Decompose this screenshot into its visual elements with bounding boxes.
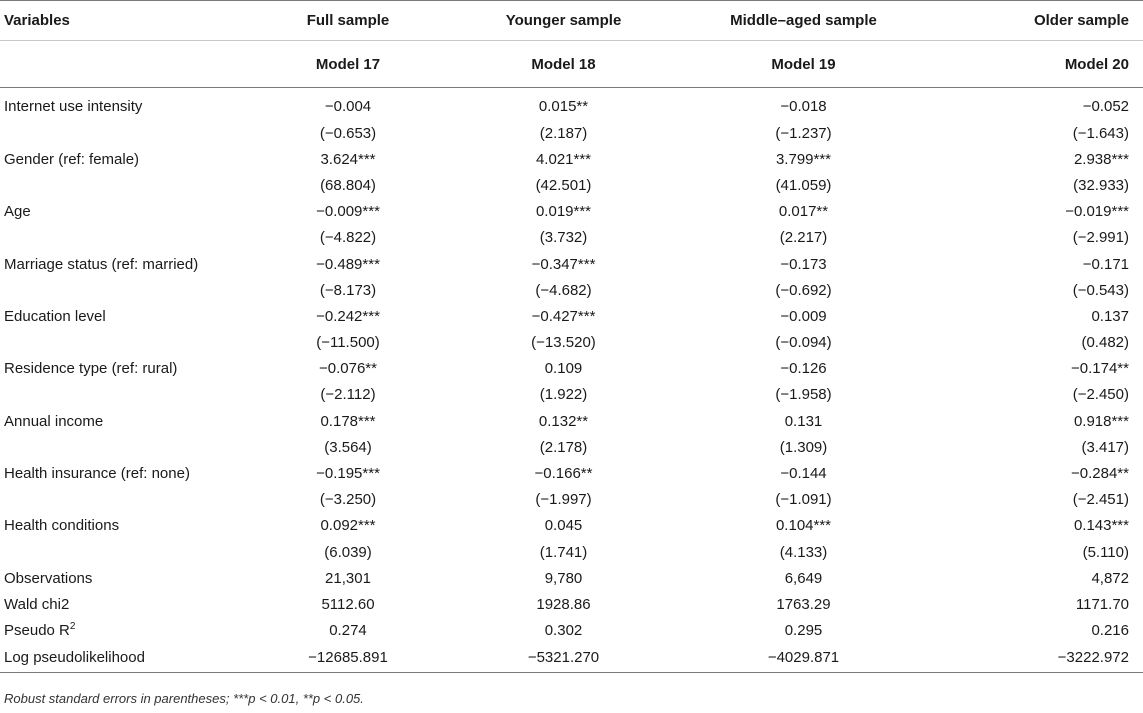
row-label xyxy=(0,172,250,198)
table-footnote: Robust standard errors in parentheses; ***p < 0.01, **p < 0.05. xyxy=(4,691,364,706)
table-cell-model-20: (5.110) xyxy=(1082,543,1129,561)
table-cell-model-17: −0.489*** xyxy=(316,255,380,273)
table-cell-model-19: 0.104*** xyxy=(775,517,832,535)
table-cell-model-20: (0.482) xyxy=(1081,334,1129,352)
table-cell-model-18: (42.501) xyxy=(535,176,592,194)
table-cell-model-18: 0.019*** xyxy=(535,203,592,221)
row-label-text: Gender (ref: female) xyxy=(4,150,140,168)
row-label xyxy=(0,356,250,382)
table-cell-model-20: 0.137 xyxy=(1091,307,1129,325)
table-cell-model-18: (2.187) xyxy=(539,124,588,142)
table-cell-model-20: 4,872 xyxy=(1091,569,1129,587)
row-label xyxy=(0,146,250,172)
table-cell-model-19: (4.133) xyxy=(779,543,828,561)
row-label xyxy=(0,199,250,225)
table-cell-model-17: −0.195*** xyxy=(316,465,380,483)
table-cell-model-18: 1928.86 xyxy=(536,595,591,613)
table-cell-model-17: (−3.250) xyxy=(319,491,377,509)
table-row xyxy=(0,225,1143,251)
table-cell-model-18: (−13.520) xyxy=(531,334,596,352)
table-cell-model-19: −0.173 xyxy=(780,255,827,273)
table-cell-model-18: 0.132** xyxy=(538,412,589,430)
table-cell-model-19: 0.017** xyxy=(778,203,829,221)
table-row xyxy=(0,382,1143,408)
table-body xyxy=(0,88,1143,673)
table-cell-model-19: (2.217) xyxy=(779,229,828,247)
table-cell-model-17: (3.564) xyxy=(324,438,372,456)
table-row xyxy=(0,460,1143,486)
table-cell-model-17: 0.274 xyxy=(329,622,367,640)
row-label xyxy=(0,618,250,644)
table-cell-model-19: (−1.091) xyxy=(775,491,832,509)
table-cell-model-19: (1.309) xyxy=(779,438,828,456)
model-header-row xyxy=(0,41,1143,88)
table-cell-model-18: 0.045 xyxy=(544,517,583,535)
table-cell-model-20: −0.171 xyxy=(1082,255,1129,273)
row-label xyxy=(0,513,250,539)
row-label xyxy=(0,277,250,303)
row-label-text: Education level xyxy=(4,307,106,325)
row-label xyxy=(0,120,250,146)
table-cell-model-19: (−1.958) xyxy=(775,386,832,404)
model-header-blank xyxy=(0,41,250,88)
table-cell-model-17: (−2.112) xyxy=(320,386,376,404)
table-cell-model-20: (−0.543) xyxy=(1072,281,1129,299)
model-header-18: Model 18 xyxy=(446,41,681,88)
table-cell-model-19: 6,649 xyxy=(784,569,823,587)
row-label xyxy=(0,460,250,486)
table-cell-model-20: 2.938*** xyxy=(1073,150,1129,168)
table-cell-model-18: (3.732) xyxy=(539,229,588,247)
table-cell-model-19: −0.126 xyxy=(780,360,827,378)
row-label-text: Log pseudolikelihood xyxy=(4,649,145,667)
table-cell-model-19: −0.144 xyxy=(780,465,827,483)
table-cell-model-19: −4029.871 xyxy=(681,644,926,673)
row-label xyxy=(0,591,250,617)
table-cell-model-17: 5112.60 xyxy=(321,595,375,613)
row-label xyxy=(0,303,250,329)
model-header-20: Model 20 xyxy=(926,41,1143,88)
table-cell-model-20: (−2.450) xyxy=(1072,386,1129,404)
row-label xyxy=(0,330,250,356)
table-cell-model-18: (2.178) xyxy=(539,438,588,456)
table-row xyxy=(0,565,1143,591)
table-row xyxy=(0,172,1143,198)
table-row xyxy=(0,251,1143,277)
table-row xyxy=(0,303,1143,329)
table-cell-model-17: −0.004 xyxy=(324,97,372,115)
table-cell-model-19: (−0.094) xyxy=(775,334,832,352)
row-label xyxy=(0,565,250,591)
row-label xyxy=(0,225,250,251)
row-label xyxy=(0,644,250,673)
row-label-text: Internet use intensity xyxy=(4,97,143,115)
table-row xyxy=(0,487,1143,513)
table-cell-model-19: (−0.692) xyxy=(775,281,832,299)
row-label-text: Observations xyxy=(4,569,93,587)
row-label xyxy=(0,88,250,121)
table-cell-model-18: −5321.270 xyxy=(446,644,681,673)
table-cell-model-17: 0.178*** xyxy=(320,412,376,430)
row-label-text: Health insurance (ref: none) xyxy=(4,465,190,483)
row-label xyxy=(0,539,250,565)
sample-header-full: Full sample xyxy=(250,1,446,41)
table-row xyxy=(0,591,1143,617)
row-label-text: Marriage status (ref: married) xyxy=(4,255,199,273)
row-label xyxy=(0,434,250,460)
table-cell-model-18: (−4.682) xyxy=(535,281,592,299)
sample-header-middle-aged: Middle–aged sample xyxy=(681,1,926,41)
row-label xyxy=(0,408,250,434)
row-label xyxy=(0,487,250,513)
table-cell-model-19: (−1.237) xyxy=(775,124,832,142)
table-cell-model-18: −0.166** xyxy=(534,465,593,483)
table-row xyxy=(0,644,1143,673)
table-row xyxy=(0,330,1143,356)
table-cell-model-18: (−1.997) xyxy=(535,491,592,509)
table-cell-model-18: −0.427*** xyxy=(531,307,596,325)
row-label-text: Pseudo R xyxy=(4,622,70,640)
table-row xyxy=(0,434,1143,460)
model-header-17: Model 17 xyxy=(250,41,446,88)
table-cell-model-18: (1.922) xyxy=(539,386,588,404)
table-cell-model-20: 0.143*** xyxy=(1073,517,1129,535)
table-row xyxy=(0,88,1143,121)
table-cell-model-17: −0.242*** xyxy=(316,307,380,325)
sample-header-row xyxy=(0,1,1143,41)
table-cell-model-19: −0.018 xyxy=(780,97,827,115)
table-cell-model-19: 3.799*** xyxy=(775,150,832,168)
table-row xyxy=(0,199,1143,225)
row-label-text: Wald chi2 xyxy=(4,595,70,613)
table-cell-model-17: (6.039) xyxy=(324,543,372,561)
table-cell-model-18: 4.021*** xyxy=(535,150,592,168)
table-row xyxy=(0,539,1143,565)
table-cell-model-19: (41.059) xyxy=(775,176,832,194)
table-row xyxy=(0,513,1143,539)
table-cell-model-19: 0.295 xyxy=(784,622,823,640)
table-cell-model-18: 0.109 xyxy=(544,360,583,378)
table-row xyxy=(0,408,1143,434)
table-cell-model-20: −0.174** xyxy=(1071,360,1129,378)
table-row xyxy=(0,277,1143,303)
table-cell-model-20: −0.019*** xyxy=(1065,203,1129,221)
table-cell-model-17: 21,301 xyxy=(325,569,371,587)
row-label xyxy=(0,382,250,408)
table-cell-model-20: −0.052 xyxy=(1082,97,1129,115)
table-cell-model-17: (68.804) xyxy=(320,176,376,194)
table-cell-model-18: 9,780 xyxy=(544,569,583,587)
row-label xyxy=(0,251,250,277)
sample-header-older: Older sample xyxy=(926,1,1143,41)
table-cell-model-20: (−1.643) xyxy=(1072,124,1129,142)
table-cell-model-17: (−8.173) xyxy=(319,281,377,299)
table-cell-model-17: 3.624*** xyxy=(320,150,376,168)
table-row xyxy=(0,356,1143,382)
table-cell-model-18: −0.347*** xyxy=(531,255,596,273)
table-cell-model-20: −3222.972 xyxy=(926,644,1143,673)
table-cell-model-20: −0.284** xyxy=(1071,465,1129,483)
model-header-19: Model 19 xyxy=(681,41,926,88)
table-cell-model-20: 1171.70 xyxy=(1075,595,1129,613)
variables-header: Variables xyxy=(0,1,250,41)
row-label-text: Health conditions xyxy=(4,517,120,535)
sample-header-younger: Younger sample xyxy=(446,1,681,41)
table-cell-model-18: 0.015** xyxy=(538,97,589,115)
row-label-text: Age xyxy=(4,203,31,221)
table-cell-model-20: (3.417) xyxy=(1081,438,1129,456)
table-cell-model-19: 1763.29 xyxy=(776,595,831,613)
row-label-text: Residence type (ref: rural) xyxy=(4,360,178,378)
table-cell-model-20: 0.216 xyxy=(1091,622,1129,640)
table-cell-model-17: (−0.653) xyxy=(319,124,377,142)
table-row xyxy=(0,618,1143,644)
row-label-text: Annual income xyxy=(4,412,104,430)
table-cell-model-17: (−4.822) xyxy=(319,229,377,247)
table-cell-model-17: (−11.500) xyxy=(316,334,380,352)
row-label-superscript: 2 xyxy=(69,621,76,633)
table-cell-model-19: 0.131 xyxy=(784,412,823,430)
table-cell-model-18: (1.741) xyxy=(539,543,588,561)
table-cell-model-19: −0.009 xyxy=(780,307,827,325)
table-cell-model-20: 0.918*** xyxy=(1073,412,1129,430)
table-row xyxy=(0,146,1143,172)
table-cell-model-17: −0.009*** xyxy=(316,203,380,221)
table-cell-model-17: 0.092*** xyxy=(320,517,376,535)
table-cell-model-20: (−2.991) xyxy=(1072,229,1129,247)
table-header xyxy=(0,1,1143,88)
table-cell-model-20: (−2.451) xyxy=(1072,491,1129,509)
table-cell-model-18: 0.302 xyxy=(544,622,583,640)
table-cell-model-17: −12685.891 xyxy=(250,644,446,673)
table-row xyxy=(0,120,1143,146)
table-cell-model-17: −0.076** xyxy=(319,360,377,378)
table-cell-model-20: (32.933) xyxy=(1073,176,1129,194)
